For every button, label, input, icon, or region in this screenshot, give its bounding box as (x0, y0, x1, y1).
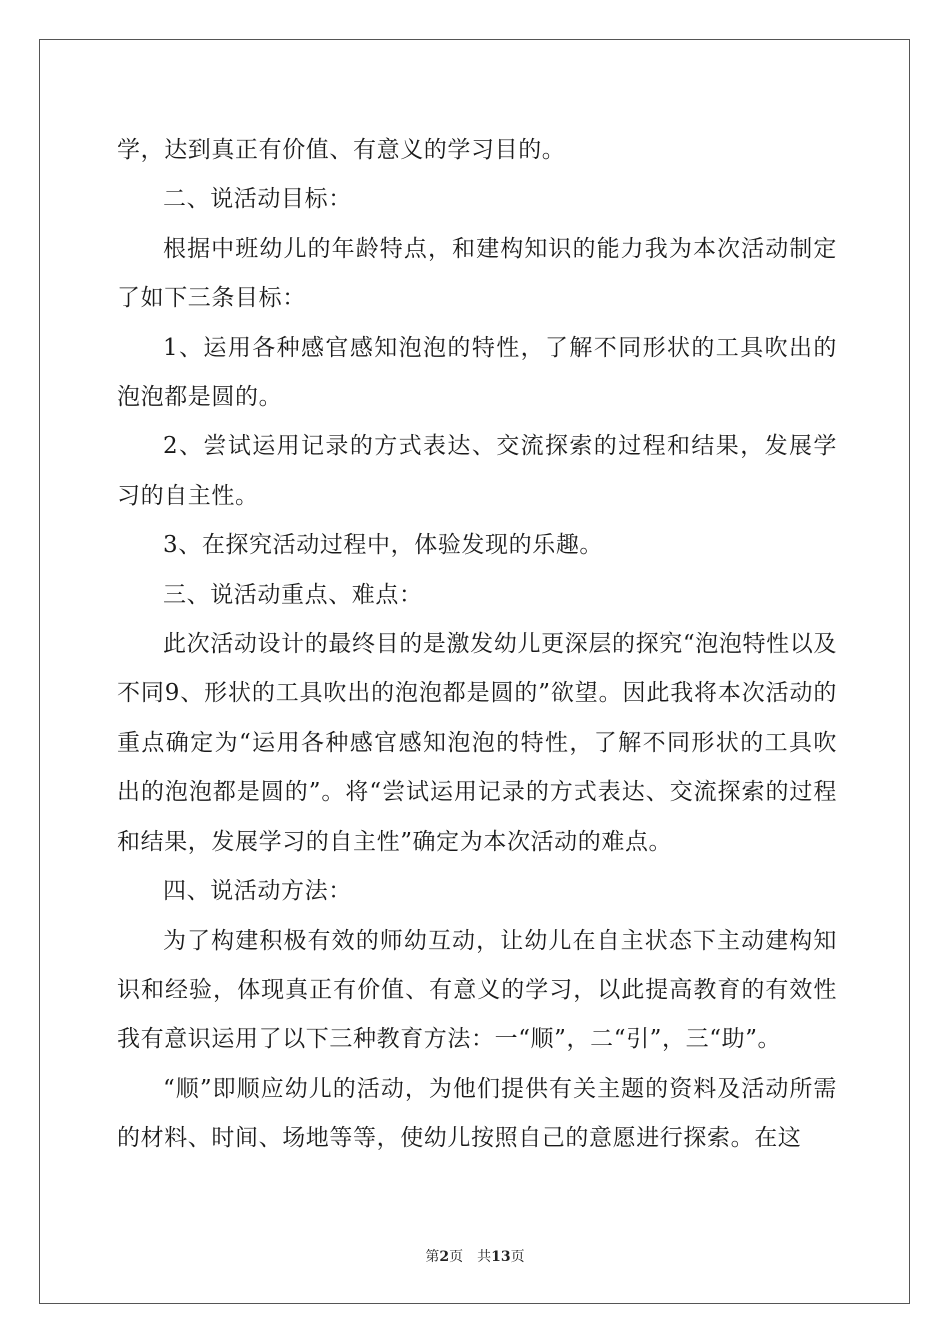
paragraph-methods: 为了构建积极有效的师幼互动，让幼儿在自主状态下主动建构知识和经验，体现真正有价值、有意义的学习，以此提高教育的有效性我有意识运用了以下三种教育方法：一“顺”，二“引”，三“助”。 (117, 927, 837, 1053)
page-footer (0, 1247, 950, 1267)
total-suffix: 页 (510, 1249, 525, 1265)
paragraph-shun: “顺”即顺应幼儿的活动，为他们提供有关主题的资料及活动所需的材料、时间、场地等等，使幼儿按照自己的意愿进行探索。在这 (117, 1075, 837, 1152)
page-prefix: 第 (425, 1249, 440, 1265)
total-prefix: 共 (477, 1249, 492, 1265)
paragraph-goals-intro: 根据中班幼儿的年龄特点，和建构知识的能力我为本次活动制定了如下三条目标： (117, 235, 837, 312)
paragraph-key-points: 此次活动设计的最终目的是激发幼儿更深层的探究“泡泡特性以及不同9、形状的工具吹出的泡泡都是圆的”欲望。因此我将本次活动的重点确定为“运用各种感官感知泡泡的特性，了解不同形状的工具吹出的泡泡都是圆的”。将“尝试运用记录的方式表达、交流探索的过程和结果，发展学习的自主性”确定为本次活动的难点。 (117, 631, 837, 855)
heading-activity-goals: 二、说活动目标： (163, 186, 352, 213)
document-body (117, 126, 837, 1164)
goal-item-3: 3、在探究活动过程中，体验发现的乐趣。 (163, 532, 604, 559)
goal-item-1: 1、运用各种感官感知泡泡的特性，了解不同形状的工具吹出的泡泡都是圆的。 (117, 334, 837, 411)
page-suffix: 页 (449, 1249, 464, 1265)
page-current: 2 (439, 1249, 450, 1265)
goal-item-2: 2、尝试运用记录的方式表达、交流探索的过程和结果，发展学习的自主性。 (117, 433, 837, 509)
paragraph-1: 学，达到真正有价值、有意义的学习目的。 (117, 137, 566, 163)
heading-key-points: 三、说活动重点、难点： (163, 581, 423, 608)
page-total: 13 (491, 1249, 511, 1265)
heading-methods: 四、说活动方法： (163, 878, 352, 905)
